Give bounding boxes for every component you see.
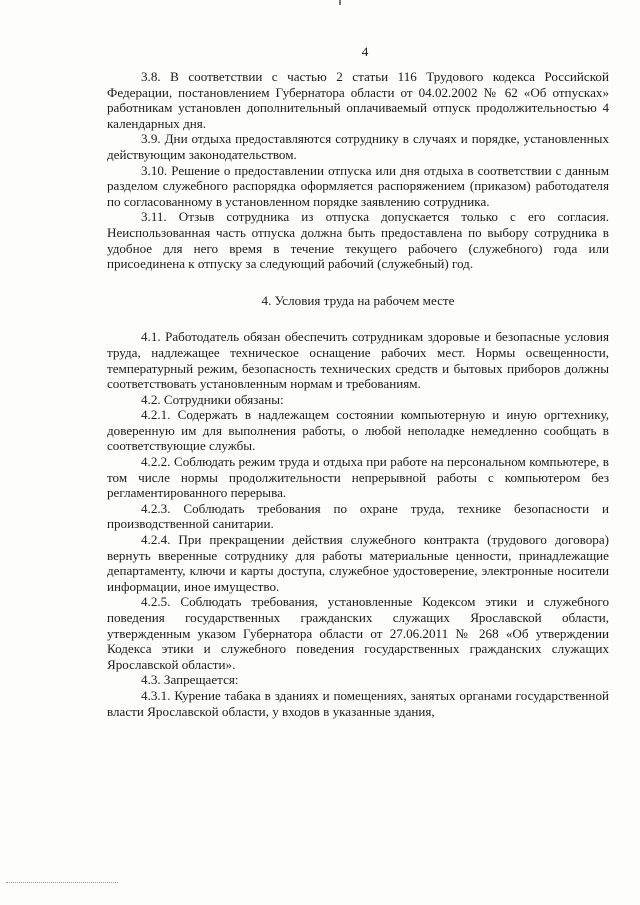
paragraph-3-8: 3.8. В соответствии с частью 2 статьи 116 Трудового кодекса Российской Федерации, постановлением Губернатора области от 04.02.2002 № 62 «Об отпусках» работникам установлен дополнительный оплачиваемый отпуск продолжительностью 4 календарных дня. xyxy=(107,69,609,131)
paragraph-4-2-1: 4.2.1. Содержать в надлежащем состоянии компьютерную и иную оргтехнику, доверенную им для выполнения работы, о любой неполадке немедленно сообщать в соответствующие службы. xyxy=(107,407,609,454)
paragraph-4-2-5: 4.2.5. Соблюдать требования, установленные Кодексом этики и служебного поведения государственных гражданских служащих Ярославской области, утвержденным указом Губернатора области от 27.06.2011 № 268 «Об утверждении Кодекса этики и служебного поведения государственных гражданских служащих Ярославской области». xyxy=(107,594,609,672)
paragraph-4-3-1: 4.3.1. Курение табака в зданиях и помещениях, занятых органами государственной власти Ярославской области, у входов в указанные здания, xyxy=(107,687,609,719)
document-body xyxy=(107,69,609,719)
paragraph-4-2-2: 4.2.2. Соблюдать режим труда и отдыха при работе на персональном компьютере, в том числе нормы продолжительности непрерывной работы с компьютером без регламентированного перерыва. xyxy=(107,454,609,501)
scan-artifact-bottom xyxy=(6,882,118,884)
paragraph-4-1: 4.1. Работодатель обязан обеспечить сотрудникам здоровые и безопасные условия труда, надлежащее техническое оснащение рабочих мест. Нормы освещенности, температурный режим, безопасность технических средств и бытовых приборов должны соответствовать установленным нормам и требованиям. xyxy=(107,329,609,392)
paragraph-3-11: 3.11. Отзыв сотрудника из отпуска допускается только с его согласия. Неиспользованная часть отпуска должна быть предоставлена по выбору сотрудника в удобное для него время в течение текущего рабочего (служебного) года или присоединена к отпуску за следующий рабочий (служебный) год. xyxy=(107,209,609,272)
paragraph-4-2-3: 4.2.3. Соблюдать требования по охране труда, технике безопасности и производственной санитарии. xyxy=(107,500,609,532)
paragraph-3-9: 3.9. Дни отдыха предоставляются сотруднику в случаях и порядке, установленных действующим законодательством. xyxy=(107,131,609,162)
section-heading: 4. Условия труда на рабочем месте xyxy=(261,292,455,308)
paragraph-4-2-4: 4.2.4. При прекращении действия служебного контракта (трудового договора) вернуть вверенные сотруднику для работы материальные ценности, принадлежащие департаменту, ключи и карты доступа, служебное удостоверение, электронные носители информации, иное имущество. xyxy=(107,532,609,594)
paragraph-3-10: 3.10. Решение о предоставлении отпуска или дня отдыха в соответствии с данным разделом служебного распорядка оформляется распоряжением (приказом) работодателя по согласованному в установленном порядке заявлению сотрудника. xyxy=(107,162,609,209)
scan-artifact-top xyxy=(339,0,341,5)
page-number: 4 xyxy=(361,44,369,59)
paragraph-4-3: 4.3. Запрещается: xyxy=(141,672,239,688)
paragraph-4-2: 4.2. Сотрудники обязаны: xyxy=(141,391,284,407)
